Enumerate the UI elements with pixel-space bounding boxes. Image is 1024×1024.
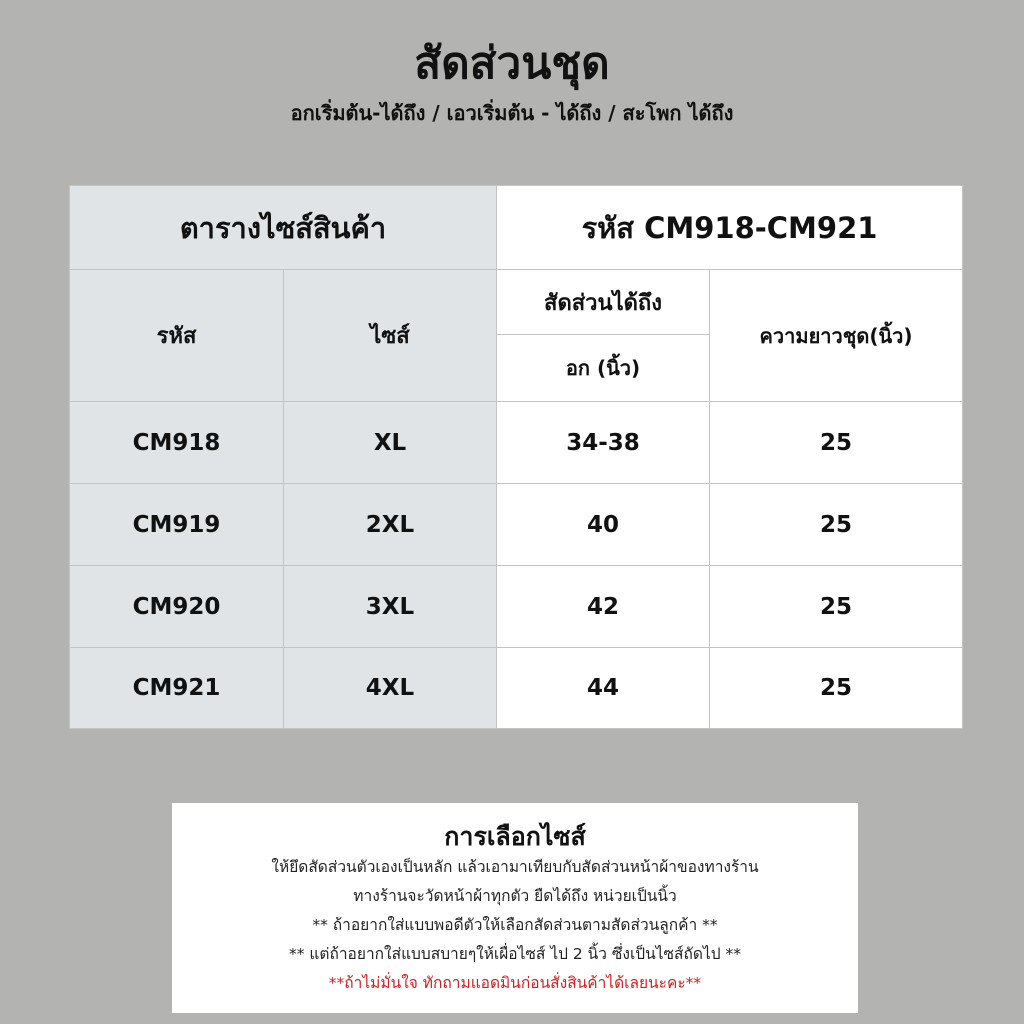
column-header-size: ไซส์ bbox=[284, 270, 497, 402]
column-header-code: รหัส bbox=[70, 270, 284, 402]
cell-length: 25 bbox=[710, 484, 963, 566]
cell-size: 3XL bbox=[284, 566, 497, 648]
cell-length: 25 bbox=[710, 402, 963, 484]
column-header-length: ความยาวชุด(นิ้ว) bbox=[710, 270, 963, 402]
size-table bbox=[69, 185, 963, 729]
column-header-chest: อก (นิ้ว) bbox=[497, 335, 710, 402]
cell-chest: 40 bbox=[497, 484, 710, 566]
column-group-header: สัดส่วนได้ถึง bbox=[497, 270, 710, 335]
size-guide-line: ** แต่ถ้าอยากใส่แบบสบายๆให้เผื่อไซส์ ไป 2 นิ้ว ซึ่งเป็นไซส์ถัดไป ** bbox=[288, 945, 742, 963]
size-guide-warning: **ถ้าไม่มั่นใจ ทักถามแอดมินก่อนสั่งสินค้าได้เลยนะคะ** bbox=[328, 974, 702, 992]
cell-chest: 34-38 bbox=[497, 402, 710, 484]
cell-size: 2XL bbox=[284, 484, 497, 566]
cell-size: 4XL bbox=[284, 648, 497, 729]
cell-size: XL bbox=[284, 402, 497, 484]
size-guide-line: ทางร้านจะวัดหน้าผ้าทุกตัว ยืดได้ถึง หน่วยเป็นนิ้ว bbox=[353, 887, 677, 905]
cell-length: 25 bbox=[710, 648, 963, 729]
cell-chest: 44 bbox=[497, 648, 710, 729]
size-guide-line: ให้ยึดสัดส่วนตัวเองเป็นหลัก แล้วเอามาเทียบกับสัดส่วนหน้าผ้าของทางร้าน bbox=[271, 858, 759, 876]
size-guide-box bbox=[172, 803, 858, 1013]
size-guide-line: ** ถ้าอยากใส่แบบพอดีตัวให้เลือกสัดส่วนตามสัดส่วนลูกค้า ** bbox=[312, 916, 718, 934]
table-left-title: ตารางไซส์สินค้า bbox=[70, 186, 497, 270]
table-row bbox=[70, 648, 963, 729]
table-row bbox=[70, 566, 963, 648]
cell-length: 25 bbox=[710, 566, 963, 648]
page-subtitle: อกเริ่มต้น-ได้ถึง / เอวเริ่มต้น - ได้ถึง / สะโพก ได้ถึง bbox=[290, 101, 734, 125]
table-row bbox=[70, 484, 963, 566]
size-guide-title: การเลือกไซส์ bbox=[444, 822, 586, 851]
cell-code: CM921 bbox=[70, 648, 284, 729]
cell-code: CM919 bbox=[70, 484, 284, 566]
table-right-title: รหัส CM918-CM921 bbox=[497, 186, 963, 270]
page-title: สัดส่วนชุด bbox=[414, 38, 610, 89]
cell-code: CM920 bbox=[70, 566, 284, 648]
cell-code: CM918 bbox=[70, 402, 284, 484]
table-row bbox=[70, 402, 963, 484]
cell-chest: 42 bbox=[497, 566, 710, 648]
